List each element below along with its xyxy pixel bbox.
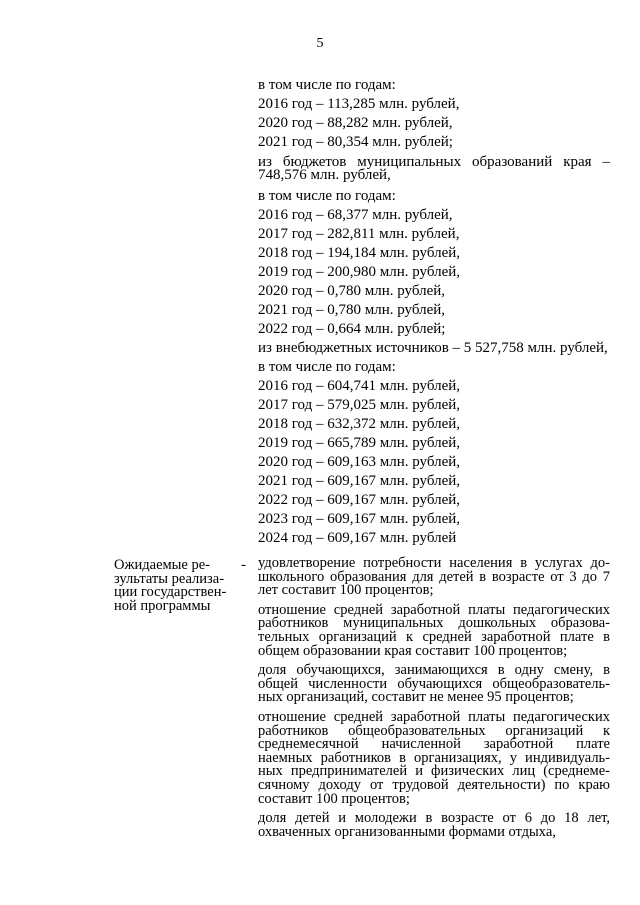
result-paragraph: удовлетворение потребности населения в услугах до-школьного образования для детей в возрасте от 3 до 7 лет составит 100 процентов; [258,555,610,599]
year-line: 2020 год – 88,282 млн. рублей, [258,115,453,131]
year-line: 2019 год – 200,980 млн. рублей, [258,264,461,280]
year-line: 2022 год – 609,167 млн. рублей, [258,492,461,508]
extrabudgetary-heading: из внебюджетных источников – 5 527,758 млн. рублей, [258,340,608,356]
year-line: 2020 год – 0,780 млн. рублей, [258,283,446,299]
year-line: 2021 год – 609,167 млн. рублей, [258,473,461,489]
municipal-heading: из бюджетов муниципальных образований края – 748,576 млн. рублей, [258,154,610,183]
year-line: 2024 год – 609,167 млн. рублей [258,530,457,546]
result-paragraph: доля детей и молодежи в возрасте от 6 до 18 лет, охваченных организованными формами отдыха, [258,810,610,840]
year-line: 2017 год – 282,811 млн. рублей, [258,226,460,242]
year-line: 2019 год – 665,789 млн. рублей, [258,435,461,451]
extrabudgetary-years-list [258,377,610,548]
municipal-by-years-heading: в том числе по годам: [258,188,396,204]
year-line: 2018 год – 632,372 млн. рублей, [258,416,461,432]
year-line: 2016 год – 604,741 млн. рублей, [258,378,461,394]
result-paragraph: отношение средней заработной платы педагогических работников муниципальных дошкольных образова-тельных организаций к средней заработной плате в общем образовании края составит 100 процентов; [258,601,610,659]
year-line: 2016 год – 113,285 млн. рублей, [258,96,460,112]
results-dash: - [241,557,246,573]
municipal-years-list [258,206,610,339]
year-line: 2016 год – 68,377 млн. рублей, [258,207,453,223]
extrabudgetary-by-years-heading: в том числе по годам: [258,359,396,375]
results-label: Ожидаемые ре-зультаты реализа-ции государствен-ной программы [114,557,227,614]
page-number: 5 [316,36,324,51]
regional-years-list [258,95,610,152]
year-line: 2023 год – 609,167 млн. рублей, [258,511,461,527]
year-line: 2021 год – 80,354 млн. рублей; [258,134,453,150]
results-block [258,557,610,839]
result-paragraph: отношение средней заработной платы педагогических работников общеобразовательных организаций к среднемесячной начисленной заработной плате наемных работников в организациях, у индивидуаль-ных предпринимателей и физических лиц (среднеме-сячному доходу от трудовой деятельности) по краю составит 100 процентов; [258,708,610,807]
year-line: 2018 год – 194,184 млн. рублей, [258,245,461,261]
funding-block [258,76,610,548]
year-line: 2020 год – 609,163 млн. рублей, [258,454,461,470]
regional-by-years-heading: в том числе по годам: [258,77,396,93]
year-line: 2022 год – 0,664 млн. рублей; [258,321,446,337]
year-line: 2021 год – 0,780 млн. рублей, [258,302,446,318]
year-line: 2017 год – 579,025 млн. рублей, [258,397,461,413]
result-paragraph: доля обучающихся, занимающихся в одну смену, в общей численности обучающихся общеобразователь-ных организаций, составит не менее 95 процентов; [258,662,610,706]
